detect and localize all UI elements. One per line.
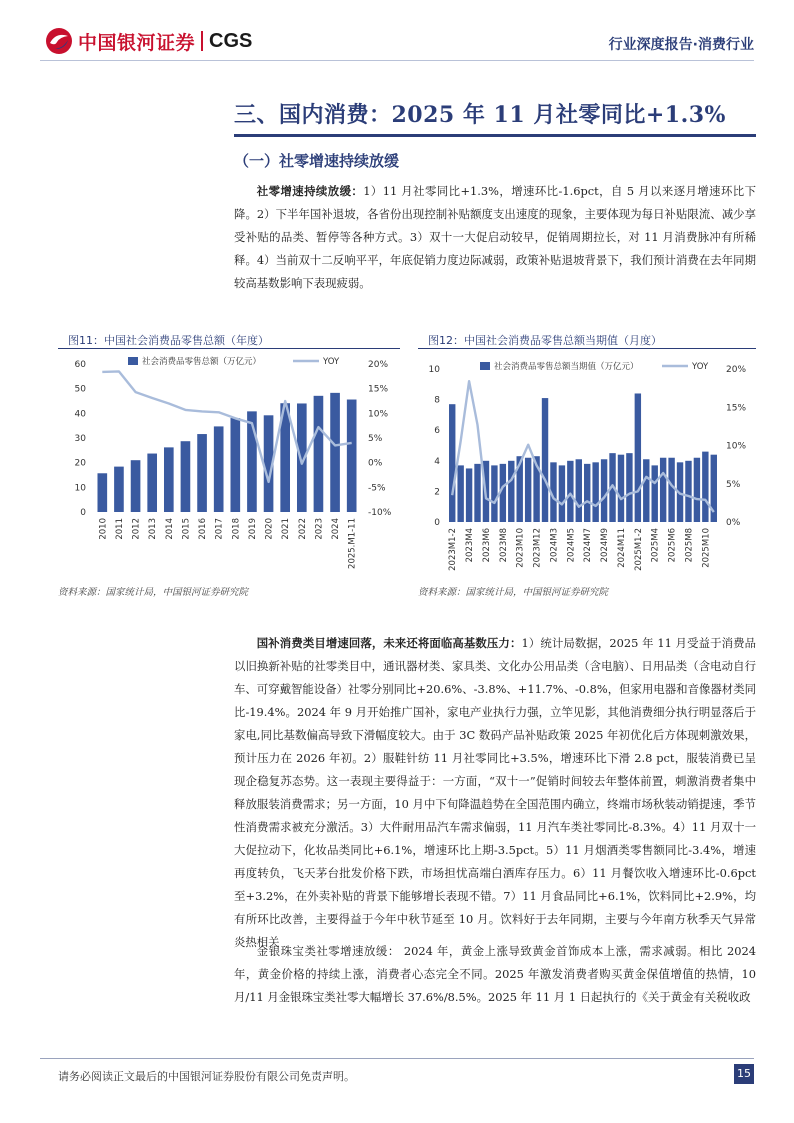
bar [230, 418, 240, 512]
bar [181, 441, 191, 512]
header-divider [40, 60, 754, 61]
bar [643, 459, 649, 522]
left-axis-tick-label: 6 [434, 426, 440, 437]
bar [618, 455, 624, 522]
x-axis-tick-label: 2015 [181, 518, 192, 540]
paragraph-3 [234, 940, 756, 1009]
legend-bar-label: 社会消费品零售总额当期值（万亿元） [494, 362, 639, 372]
left-axis-tick-label: 8 [434, 395, 440, 406]
x-axis-tick-label: 2023 [314, 518, 325, 540]
x-axis-tick-label: 2023M1-2 [448, 528, 459, 571]
legend-bar-swatch [480, 362, 490, 370]
right-axis-tick-label: 15% [726, 403, 747, 414]
left-axis-tick-label: 50 [74, 384, 86, 395]
fig11-chart [58, 352, 400, 578]
left-axis-tick-label: 10 [428, 365, 440, 375]
right-axis-tick-label: 5% [368, 434, 383, 444]
page-number: 15 [734, 1064, 754, 1084]
x-axis-tick-label: 2025.M1-11 [347, 518, 358, 569]
paragraph-3-body: 金银珠宝类社零增速放缓： 2024 年，黄金上涨导致黄金首饰成本上涨，需求减弱。相比 2024 年，黄金价格的持续上涨，消费者心态完全不同。2025 年激发消费者购买黄金保值增值的热情，10 月/11 月金银珠宝类社零大幅增长 37.6%/8.5%。2025 年 11 月 1 日起执行的《关于黄金有关税收政 [234, 944, 756, 1004]
bar [567, 461, 573, 522]
footer-disclaimer: 请务必阅读正文最后的中国银河证券股份有限公司免责声明。 [58, 1070, 355, 1083]
bar [626, 453, 632, 522]
right-axis-tick-label: 20% [368, 360, 389, 370]
bar [635, 393, 641, 522]
fig11-source: 资料来源：国家统计局，中国银河证券研究院 [58, 587, 249, 598]
bar [584, 464, 590, 522]
section-subtitle: （一）社零增速持续放缓 [234, 152, 400, 170]
bar [114, 467, 124, 512]
right-axis-tick-label: 10% [726, 441, 747, 452]
x-axis-tick-label: 2018 [231, 518, 242, 540]
x-axis-tick-label: 2025M1-2 [633, 528, 644, 571]
x-axis-tick-label: 2023M12 [532, 528, 543, 568]
bar [314, 396, 324, 512]
bar [660, 458, 666, 522]
x-axis-tick-label: 2014 [164, 518, 175, 540]
x-axis-tick-label: 2019 [247, 518, 258, 540]
left-axis-tick-label: 60 [74, 360, 86, 370]
bar [466, 468, 472, 522]
bar [576, 459, 582, 522]
page-header [0, 0, 794, 64]
legend-line-label: YOY [323, 357, 340, 367]
logo-separator [201, 31, 203, 51]
right-axis-tick-label: 5% [726, 479, 741, 490]
x-axis-tick-label: 2024M9 [600, 528, 611, 563]
legend-bar-swatch [128, 357, 138, 365]
bar [97, 473, 107, 512]
left-axis-tick-label: 4 [434, 456, 440, 467]
x-axis-tick-label: 2010 [98, 518, 109, 540]
section-title: 三、国内消费：2025 年 11 月社零同比+1.3% [234, 102, 726, 128]
left-axis-tick-label: 0 [80, 508, 86, 518]
fig11-title: 图11：中国社会消费品零售总额（年度） [68, 334, 269, 347]
x-axis-tick-label: 2025M4 [650, 528, 661, 563]
report-type: 行业深度报告·消费行业 [608, 37, 754, 53]
x-axis-tick-label: 2023M6 [481, 528, 492, 563]
bar [347, 400, 357, 512]
left-axis-tick-label: 20 [74, 458, 86, 469]
x-axis-tick-label: 2023M4 [465, 528, 476, 563]
legend-line-label: YOY [692, 362, 709, 372]
x-axis-tick-label: 2024M11 [616, 528, 627, 568]
bar [652, 465, 658, 522]
bar [592, 462, 598, 522]
bar [542, 398, 548, 522]
left-axis-tick-label: 40 [74, 409, 86, 420]
bar [214, 426, 224, 512]
bar [559, 465, 565, 522]
x-axis-tick-label: 2021 [281, 518, 292, 540]
paragraph-2 [234, 632, 756, 954]
company-logo [44, 26, 252, 56]
logo-en-text: CGS [209, 29, 253, 52]
bar [457, 465, 463, 522]
x-axis-tick-label: 2024M7 [583, 528, 594, 563]
x-axis-tick-label: 2024M3 [549, 528, 560, 563]
logo-cn-text: 中国银河证券 [78, 31, 196, 54]
fig12-source: 资料来源：国家统计局，中国银河证券研究院 [418, 587, 609, 598]
fig12-title: 图12：中国社会消费品零售总额当期值（月度） [428, 334, 662, 347]
footer-divider [40, 1058, 754, 1059]
legend-bar-label: 社会消费品零售总额（万亿元） [142, 357, 262, 367]
bar [702, 452, 708, 522]
x-axis-tick-label: 2024M5 [566, 528, 577, 563]
bar [685, 461, 691, 522]
right-axis-tick-label: -10% [368, 508, 392, 518]
paragraph-2-body: 1）统计局数据，2025 年 11 月受益于消费品以旧换新补贴的社零类目中，通讯器材类、家具类、文化办公用品类（含电脑）、日用品类（含电动自行车、可穿戴智能设备）社零分别同比+20.6%、-3.8%、+11.7%、-0.8%，但家用电器和音像器材类同比-19.4%。2024 年 9 月开始推广国补，家电产业执行力强，立竿见影，其他消费细分执行明显落后于家电,同比基数偏高导致下滑幅度较大。由于 3C 数码产品补贴政策 2025 年初优化后方体现刺激效果，预计压力在 2026 年初。2）服鞋针纺 11 月社零同比+3.5%，增速环比下滑 2.8 pct，服装消费已呈现企稳复苏态势。这一表现主要得益于：一方面，“双十一”促销时间较去年整体前置，刺激消费者集中释放服装消费需求；另一方面，10 月中下旬降温趋势在全国范围内确立，终端市场秋装动销提速，季节性消费需求被充分激活。3）大件耐用品汽车需求偏弱，11 月汽车类社零同比-8.3%。4）11 月双十一大促拉动下，化妆品类同比+6.1%，增速环比上期-3.5pct。5）11 月烟酒类零售额同比-3.4%，增速再度转负，飞天茅台批发价格下跌，市场担忧高端白酒库存压力。6）11 月餐饮收入增速环比-0.6pct 至+3.2%，在外卖补贴的背景下能够增长表现不错。7）11 月食品同比+6.1%，饮料同比+2.9%，均有所环比改善，主要得益于今年中秋节延至 10 月。饮料好于去年同期，主要与今年南方秋季天气异常炎热相关 [234, 636, 756, 949]
x-axis-tick-label: 2017 [214, 518, 225, 540]
bar [601, 459, 607, 522]
bar [131, 460, 141, 512]
right-axis-tick-label: 0% [726, 518, 741, 528]
paragraph-2-lead: 国补消费类目增速回落，未来还将面临高基数压力： [256, 636, 522, 650]
x-axis-tick-label: 2025M6 [667, 528, 678, 563]
bar [694, 458, 700, 522]
right-axis-tick-label: -5% [368, 483, 386, 494]
bar [474, 464, 480, 522]
cgs-logo-icon [44, 26, 74, 56]
bar [491, 465, 497, 522]
bar [668, 458, 674, 522]
bar [449, 404, 455, 522]
fig12-chart [418, 352, 756, 578]
bar [330, 393, 340, 512]
paragraph-1 [234, 180, 756, 295]
paragraph-1-lead: 社零增速持续放缓： [256, 184, 364, 198]
right-axis-tick-label: 0% [368, 458, 383, 469]
x-axis-tick-label: 2025M10 [701, 528, 712, 568]
x-axis-tick-label: 2011 [114, 518, 125, 540]
bar [147, 454, 157, 512]
bar [508, 461, 514, 522]
left-axis-tick-label: 2 [434, 487, 440, 498]
fig12-title-rule [418, 348, 756, 349]
section-title-rule [234, 134, 756, 137]
fig11-title-rule [58, 348, 400, 349]
x-axis-tick-label: 2012 [131, 518, 142, 540]
bar [164, 447, 174, 512]
bar [197, 434, 207, 512]
x-axis-tick-label: 2022 [297, 518, 308, 540]
left-axis-tick-label: 10 [74, 483, 86, 494]
x-axis-tick-label: 2016 [198, 518, 209, 540]
right-axis-tick-label: 15% [368, 384, 389, 395]
x-axis-tick-label: 2024 [331, 518, 342, 540]
x-axis-tick-label: 2025M8 [684, 528, 695, 563]
x-axis-tick-label: 2023M8 [498, 528, 509, 563]
left-axis-tick-label: 0 [434, 518, 440, 528]
bar [525, 458, 531, 522]
left-axis-tick-label: 30 [74, 434, 86, 444]
x-axis-tick-label: 2023M10 [515, 528, 526, 568]
right-axis-tick-label: 10% [368, 409, 389, 420]
right-axis-tick-label: 20% [726, 365, 747, 375]
paragraph-1-body: 1）11 月社零同比+1.3%，增速环比-1.6pct，自 5 月以来逐月增速环比下降。2）下半年国补退坡，各省份出现控制补贴额度支出速度的现象，主要体现为每日补贴限流、减少享受补贴的品类、暂停等各种方式。3）双十一大促启动较早，促销周期拉长，对 11 月消费脉冲有所稀释。4）当前双十二反响平平，年底促销力度边际减弱，政策补贴退坡背景下，我们预计消费在去年同期较高基数影响下表现疲弱。 [234, 184, 756, 290]
x-axis-tick-label: 2013 [148, 518, 159, 540]
x-axis-tick-label: 2020 [264, 518, 275, 540]
